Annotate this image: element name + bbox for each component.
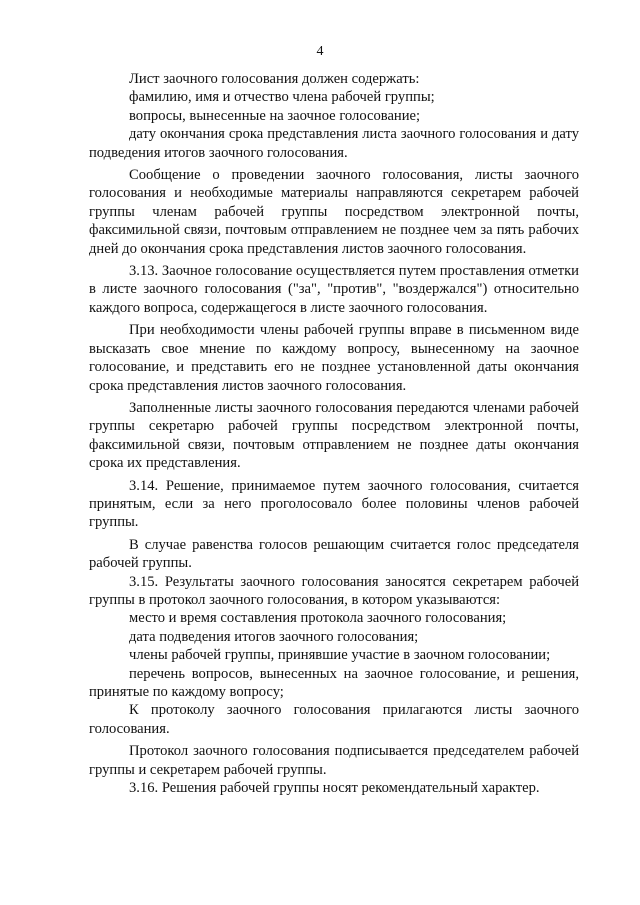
document-body bbox=[89, 70, 579, 797]
paragraph: При необходимости члены рабочей группы вправе в письменном виде высказать свое мнение по каждому вопросу, вынесенному на заочное голосование, и представить его не позднее установленной даты окончания срока представления листов заочного голосования. bbox=[89, 322, 579, 394]
paragraph: фамилию, имя и отчество члена рабочей группы; bbox=[129, 89, 435, 106]
paragraph: 3.15. Результаты заочного голосования заносятся секретарем рабочей группы в протокол заочного голосования, в котором указываются: bbox=[89, 573, 579, 608]
paragraph: дата подведения итогов заочного голосования; bbox=[129, 628, 419, 645]
paragraph: вопросы, вынесенные на заочное голосование; bbox=[129, 107, 421, 124]
paragraph: Сообщение о проведении заочного голосования, листы заочного голосования и необходимые материалы направляются секретарем рабочей группы членам рабочей группы посредством электронной почты, факсимильной связи, почтовым отправлением не позднее чем за пять рабочих дней до окончания срока представления листов заочного голосования. bbox=[89, 167, 579, 257]
paragraph: Заполненные листы заочного голосования передаются членами рабочей группы секретарю рабочей группы посредством электронной почты, факсимильной связи, почтовым отправлением не позднее даты окончания срока их представления. bbox=[89, 399, 579, 472]
paragraph: 3.13. Заочное голосование осуществляется путем проставления отметки в листе заочного голосования ("за", "против", "воздержался") относительно каждого вопроса, содержащегося в листе заочного голосования. bbox=[89, 263, 579, 316]
paragraph: члены рабочей группы, принявшие участие в заочном голосовании; bbox=[129, 647, 551, 664]
paragraph: 3.16. Решения рабочей группы носят рекомендательный характер. bbox=[129, 780, 540, 797]
page-number: 4 bbox=[316, 44, 324, 59]
paragraph: В случае равенства голосов решающим считается голос председателя рабочей группы. bbox=[89, 536, 579, 572]
paragraph: место и время составления протокола заочного голосования; bbox=[129, 610, 507, 627]
paragraph: 3.14. Решение, принимаемое путем заочного голосования, считается принятым, если за него проголосовало более половины членов рабочей группы. bbox=[89, 477, 579, 531]
paragraph: дату окончания срока представления листа заочного голосования и дату подведения итогов заочного голосования. bbox=[89, 126, 579, 161]
paragraph: К протоколу заочного голосования прилагаются листы заочного голосования. bbox=[89, 702, 579, 737]
paragraph: перечень вопросов, вынесенных на заочное голосование, и решения, принятые по каждому вопросу; bbox=[89, 665, 579, 700]
paragraph: Протокол заочного голосования подписывается председателем рабочей группы и секретарем рабочей группы. bbox=[89, 743, 579, 778]
paragraph: Лист заочного голосования должен содержать: bbox=[129, 71, 420, 87]
